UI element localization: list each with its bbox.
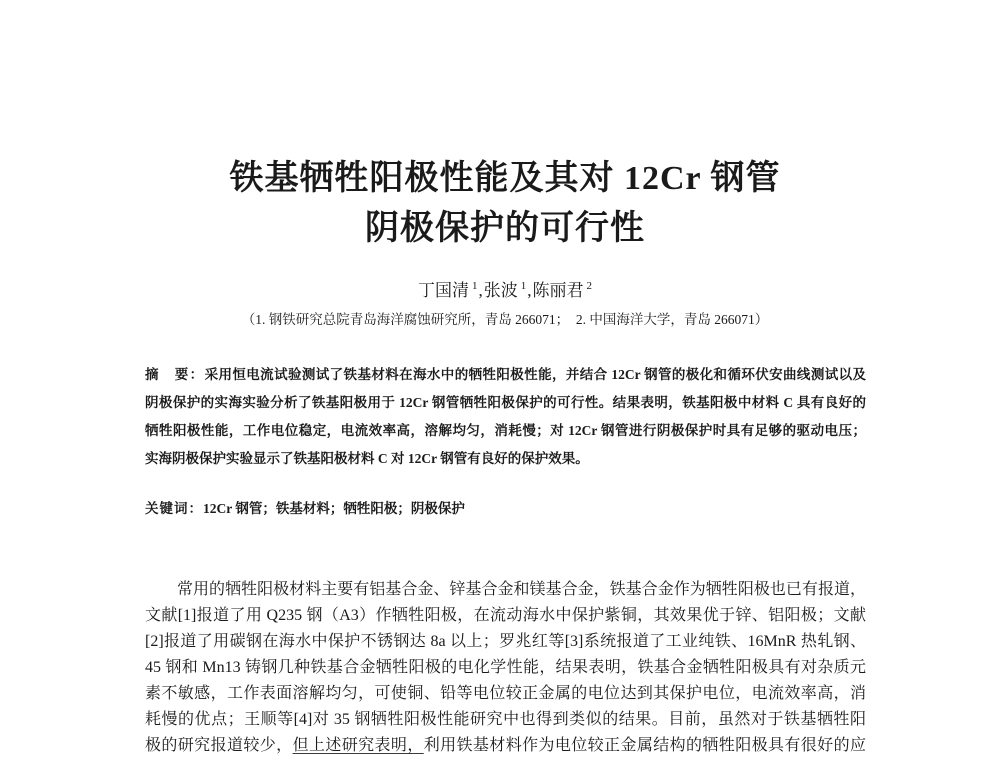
author-separator: , bbox=[478, 280, 483, 300]
authors-line bbox=[140, 269, 870, 308]
author-affiliation-superscript: 1 bbox=[472, 280, 478, 292]
body-line bbox=[145, 577, 866, 603]
abstract-label: 摘 要： bbox=[145, 367, 205, 382]
body-line bbox=[145, 707, 866, 733]
abstract-block bbox=[145, 361, 866, 473]
keywords-text: 12Cr 钢管；铁基材料；牺牲阳极；阴极保护 bbox=[203, 501, 465, 516]
body-text-segment: 极的研究报道较少， bbox=[145, 737, 293, 754]
author-affiliation-superscript: 1 bbox=[520, 280, 527, 292]
body-paragraph bbox=[145, 577, 866, 759]
keywords-label: 关键词： bbox=[145, 501, 203, 516]
underlined-phrase: 但上述研究表明， bbox=[292, 737, 424, 754]
author-name: 丁国清 $^1$ bbox=[418, 280, 478, 300]
abstract-line: 阴极保护的实海实验分析了铁基阳极用于 12Cr 钢管牺牲阳极保护的可行性。结果表明，铁基阳极中材料 C 具有良好的 bbox=[145, 395, 866, 410]
body-text-segment: 素不敏感，工作表面溶解均匀，可使铜、铅等电位较正金属的电位达到其保护电位，电流效率高，消 bbox=[145, 685, 866, 702]
abstract-line: 牺牲阳极性能，工作电位稳定，电流效率高，溶解均匀，消耗慢；对 12Cr 钢管进行阴极保护时具有足够的驱动电压； bbox=[145, 423, 866, 438]
affiliation-line: （1. 钢铁研究总院青岛海洋腐蚀研究所，青岛 266071； 2. 中国海洋大学，青岛 266071） bbox=[241, 312, 769, 327]
body-text-segment: 常用的牺牲阳极材料主要有铝基合金、锌基合金和镁基合金，铁基合金作为牺牲阳极也已有报道， bbox=[177, 581, 866, 598]
abstract-line: 实海阴极保护实验显示了铁基阳极材料 C 对 12Cr 钢管有良好的保护效果。 bbox=[145, 451, 589, 466]
body-text-segment: 耗慢的优点；王顺等[4]对 35 钢牺牲阳极性能研究中也得到类似的结果。目前，虽然对于铁基牺牲阳 bbox=[145, 711, 866, 728]
body-line bbox=[145, 603, 866, 629]
body-text-segment: 利用铁基材料作为电位较正金属结构的牺牲阳极具有很好的应 bbox=[423, 737, 866, 754]
author-affiliation-superscript: 2 bbox=[586, 280, 592, 292]
paper-title-line2: 阴极保护的可行性 bbox=[365, 210, 645, 247]
body-line bbox=[145, 733, 866, 759]
body-text-segment: 45 钢和 Mn13 铸钢几种铁基合金牺牲阳极的电化学性能，结果表明，铁基合金牺牲阳极具有对杂质元 bbox=[145, 659, 866, 676]
body-text-segment: [2]报道了用碳钢在海水中保护不锈钢达 8a 以上；罗兆红等[3]系统报道了工业纯铁、16MnR 热轧钢、 bbox=[145, 633, 866, 650]
author-name: 陈丽君 $^2$ bbox=[532, 280, 592, 300]
body-line bbox=[145, 629, 866, 655]
keywords-line bbox=[145, 495, 866, 523]
abstract-line: 摘 要：采用恒电流试验测试了铁基材料在海水中的牺牲阳极性能，并结合 12Cr 钢管的极化和循环伏安曲线测试以及 bbox=[145, 367, 867, 382]
paper-title bbox=[140, 154, 870, 254]
author-separator: , bbox=[527, 280, 532, 300]
body-text-segment: 文献[1]报道了用 Q235 钢（A3）作牺牲阳极，在流动海水中保护紫铜，其效果优于锌、铝阳极；文献 bbox=[145, 607, 866, 624]
body-line bbox=[145, 655, 866, 681]
author-name: 张波 $^1$ bbox=[483, 280, 527, 300]
body-line bbox=[145, 681, 866, 707]
paper-title-line1: 铁基牺牲阳极性能及其对 12Cr 钢管 bbox=[229, 160, 781, 197]
